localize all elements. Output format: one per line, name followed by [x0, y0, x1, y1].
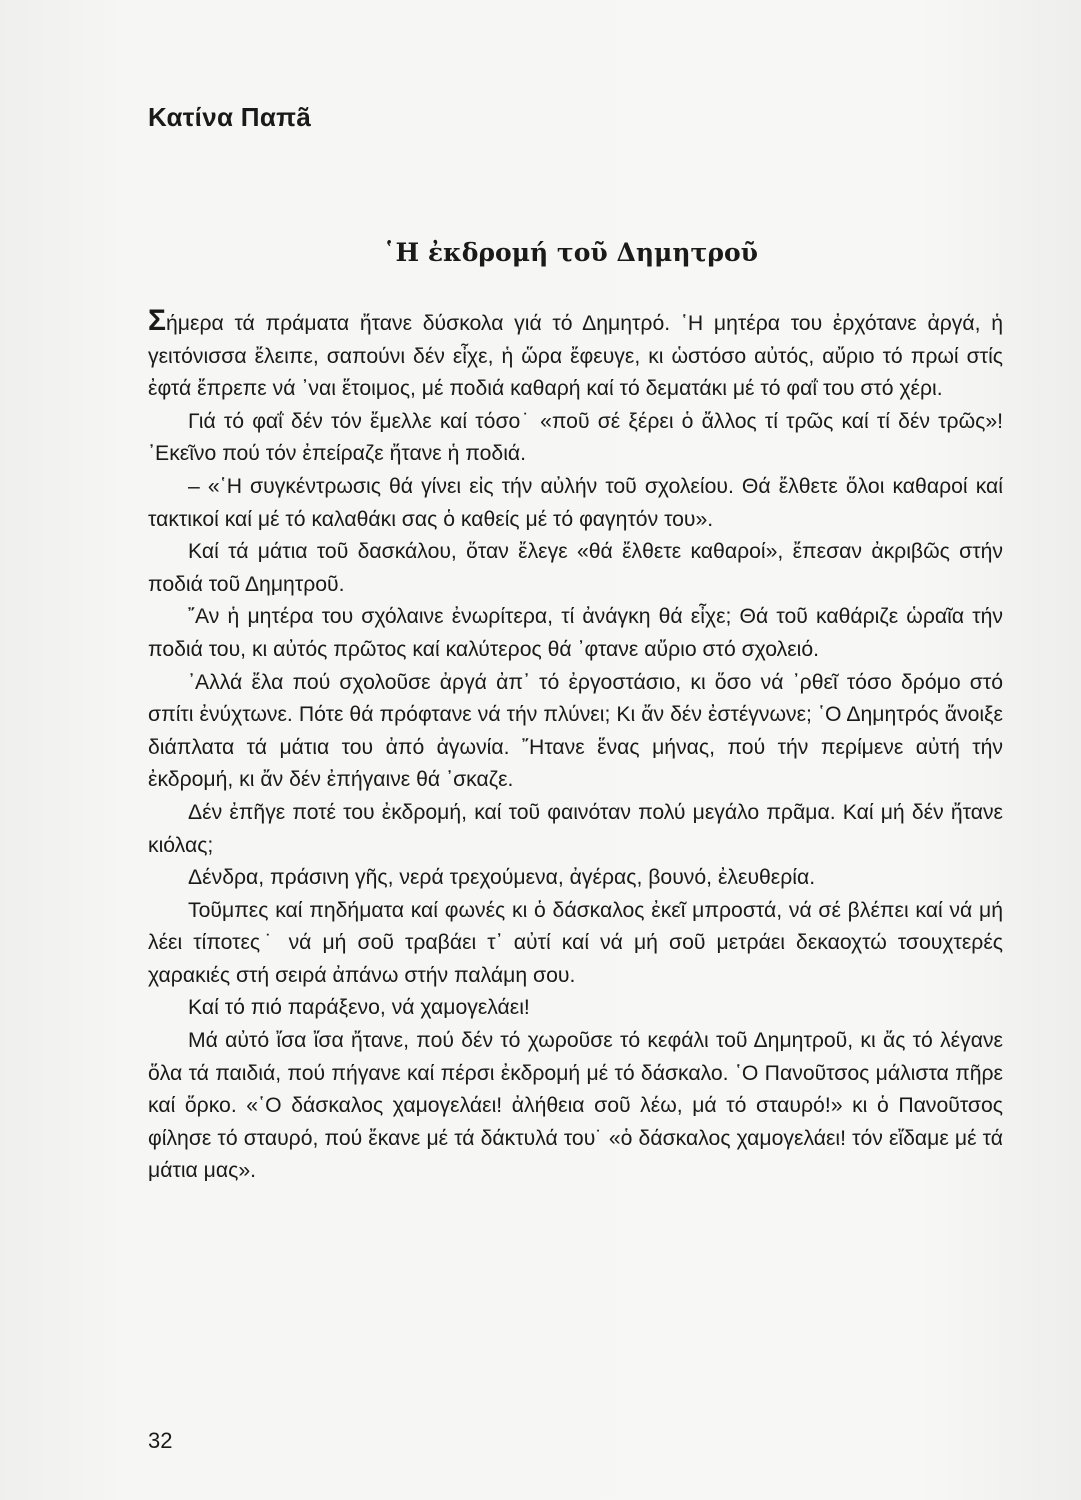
paragraph: ῎Αν ἡ μητέρα του σχόλαινε ἐνωρίτερα, τί ἀνάγκη θά εἶχε; Θά τοῦ καθάριζε ὡραῖα τήν ποδιά του, κι αὐτός πρῶτος καί καλύτερος θά ᾽φτανε αὔριο στό σχολειό.: [148, 605, 1003, 661]
paragraph: Δέν ἐπῆγε ποτέ του ἐκδρομή, καί τοῦ φαινόταν πολύ μεγάλο πρᾶμα. Καί μή δέν ἤτανε κιόλας;: [148, 800, 1003, 857]
paragraph: Τοῦμπες καί πηδήματα καί φωνές κι ὁ δάσκαλος ἐκεῖ μπροστά, νά σέ βλέπει καί νά μή λέει τίποτες˙ νά μή σοῦ τραβάει τ᾽ αὐτί καί νά μή σοῦ μετράει δεκαοχτώ τσουχτερές χαρακιές στή σειρά ἀπάνω στήν παλάμη σου.: [148, 898, 1003, 987]
paragraph-text: ήμερα τά πράματα ἤτανε δύσκολα γιά τό Δημητρό. ῾Η μητέρα του ἐρχότανε ἀργά, ἡ γειτόνισσα ἔλειπε, σαπούνι δέν εἶχε, ἡ ὥρα ἔφευγε, κι ὡστόσο αὐτός, αὔριο τό πρωί στίς ἐφτά ἔπρεπε νά ᾽ναι ἕτοιμος, μέ ποδιά καθαρή καί τό δεματάκι μέ τό φαΐ του στό χέρι.: [148, 312, 1003, 401]
paragraph: ᾽Αλλά ἔλα πού σχολοῦσε ἀργά ἀπ᾽ τό ἐργοστάσιο, κι ὅσο νά ᾽ρθεῖ τόσο δρόμο στό σπίτι ἐνύχτωνε. Πότε θά πρόφτανε νά τήν πλύνει; Κι ἄν δέν ἐστέγνωνε; ῾Ο Δημητρός ἄνοιξε διάπλατα τά μάτια του ἀπό ἀγωνία. ῎Ητανε ἕνας μήνας, πού τήν περίμενε αὐτή τήν ἐκδρομή, κι ἄν δέν ἐπήγαινε θά ᾽σκαζε.: [148, 670, 1003, 792]
story-body: [148, 304, 1003, 1188]
paragraph: Δένδρα, πράσινη γῆς, νερά τρεχούμενα, ἀγέρας, βουνό, ἐλευθερία.: [188, 866, 816, 890]
paragraph: Καί τά μάτια τοῦ δασκάλου, ὅταν ἔλεγε «θά ἔλθετε καθαροί», ἔπεσαν ἀκριβῶς στήν ποδιά τοῦ Δημητροῦ.: [148, 540, 1003, 596]
paragraph: – «῾Η συγκέντρωσις θά γίνει εἰς τήν αὐλήν τοῦ σχολείου. Θά ἔλθετε ὅλοι καθαροί καί τακτικοί καί μέ τό καλαθάκι σας ὁ καθείς μέ τό φαγητόν του».: [148, 474, 1003, 531]
author-name: Κατίνα Παπã: [148, 102, 312, 132]
paragraph: [148, 304, 1003, 406]
paragraph: Μά αὐτό ἴσα ἴσα ἤτανε, πού δέν τό χωροῦσε τό κεφάλι τοῦ Δημητροῦ, κι ἄς τό λέγανε ὅλα τά παιδιά, πού πήγανε καί πέρσι ἐκδρομή μέ τό δάσκαλο. ῾Ο Πανοῦτσος μάλιστα πῆρε καί ὅρκο. «῾Ο δάσκαλος χαμογελάει! ἀλήθεια σοῦ λέω, μά τό σταυρό!» κι ὁ Πανοῦτσος φίλησε τό σταυρό, πού ἔκανε μέ τά δάκτυλά του˙ «ὁ δάσκαλος χαμογελάει! τόν εἴδαμε μέ τά μάτια μας».: [148, 1029, 1003, 1183]
paragraph: Γιά τό φαΐ δέν τόν ἔμελλε καί τόσο˙ «ποῦ σέ ξέρει ὁ ἄλλος τί τρῶς καί τί δέν τρῶς»! ᾽Εκεῖνο πού τόν ἐπείραζε ἤτανε ἡ ποδιά.: [148, 409, 1003, 466]
story-title: ῾Η ἐκδρομή τοῦ Δημητροῦ: [383, 238, 758, 267]
drop-letter: Σ: [148, 304, 167, 337]
page-number: 32: [148, 1428, 173, 1453]
paragraph: Καί τό πιό παράξενο, νά χαμογελάει!: [188, 996, 530, 1020]
